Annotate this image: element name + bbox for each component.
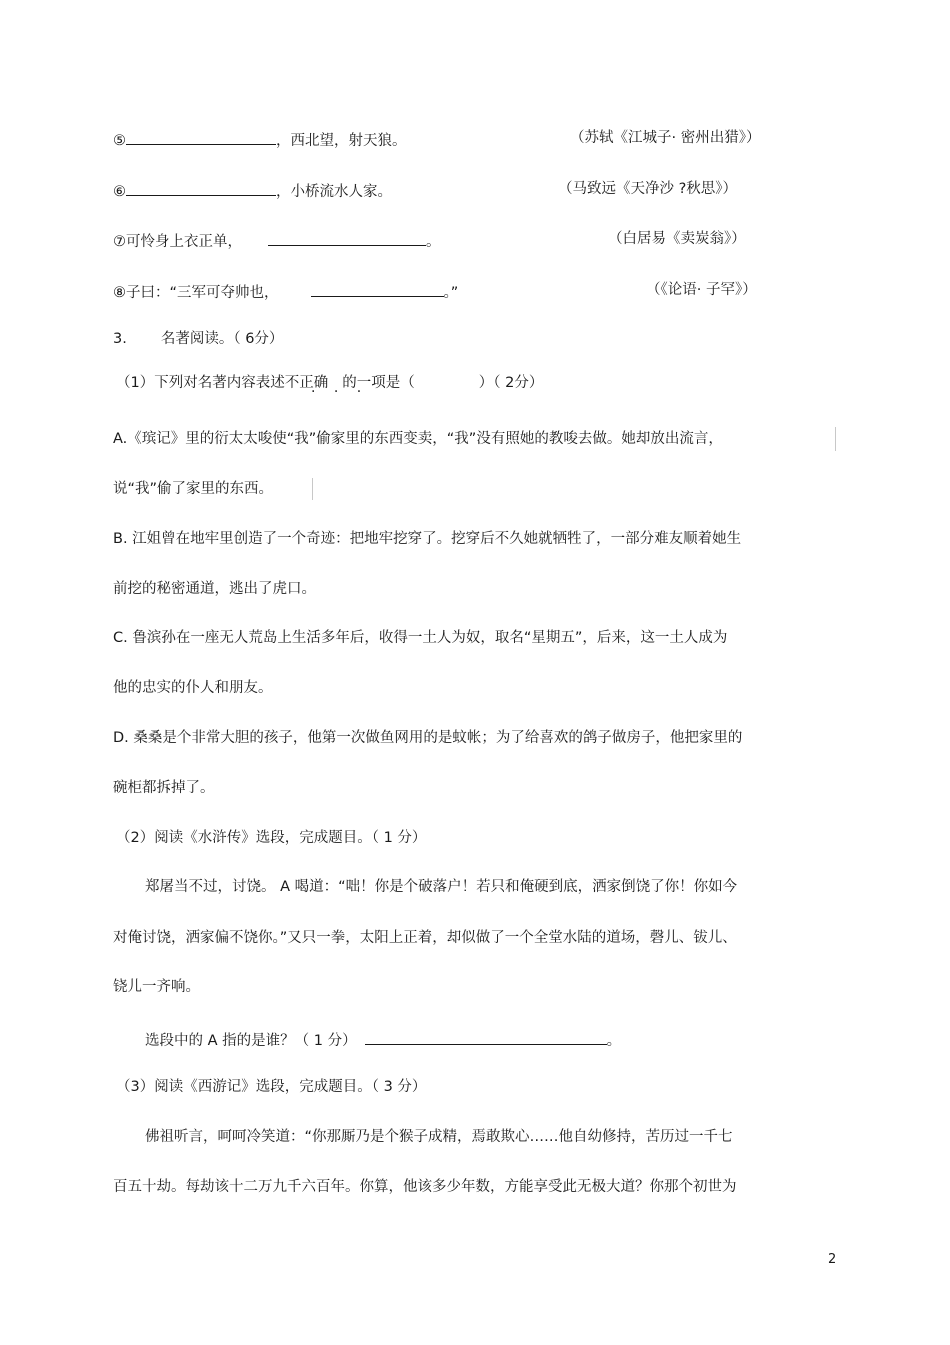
poem-source: （白居易《卖炭翁》） [608, 231, 746, 247]
question-text: 选段中的 A 指的是谁？（ 1 分） [145, 1033, 357, 1049]
poem-line-5 [113, 128, 407, 151]
poem-text: ，西北望，射天狼。 [276, 133, 407, 149]
option-c-line1: C. 鲁滨孙在一座无人荒岛上生活多年后，收得一土人为奴，取名“星期五”，后来，这一土人成为 [113, 630, 728, 646]
answer-blank[interactable] [126, 179, 276, 196]
poem-source: （苏轼《江城子· 密州出猎》） [570, 130, 761, 146]
poem-text: ，小桥流水人家。 [276, 184, 392, 200]
divider [835, 427, 836, 451]
question-number: 3. [113, 331, 127, 347]
answer-blank[interactable] [311, 280, 444, 297]
passage-shuihu-line2: 对俺讨饶，洒家偏不饶你。”又只一拳，太阳上正着，却似做了一个全堂水陆的道场，磬儿、钹儿、 [113, 930, 737, 946]
poem-number: ⑥ [113, 184, 126, 200]
passage-shuihu-line3: 铙儿一齐响。 [113, 979, 200, 995]
option-d-line2: 碗柜都拆掉了。 [113, 780, 215, 796]
poem-text: 。” [443, 285, 459, 301]
option-b-line2: 前挖的秘密通道，逃出了虎口。 [113, 581, 316, 597]
answer-blank[interactable] [365, 1028, 607, 1045]
passage-xiyou-line2: 百五十劫。每劫该十二万九千六百年。你算，他该多少年数，方能享受此无极大道？你那个初世为 [113, 1179, 737, 1195]
question-title: 名著阅读。（ 6分） [160, 331, 284, 347]
poem-text: 。 [426, 234, 441, 250]
poem-source: （《论语· 子罕》） [646, 282, 757, 298]
divider [312, 478, 313, 500]
option-d-line1: D. 桑桑是个非常大胆的孩子，他第一次做鱼网用的是蚊帐；为了给喜欢的鸽子做房子，他把家里的 [113, 730, 743, 746]
poem-text: ⑦可怜身上衣正单， [113, 234, 242, 250]
poem-line-8 [113, 280, 458, 303]
sub-question-2: （2）阅读《水浒传》选段，完成题目。（ 1 分） [116, 830, 427, 846]
poem-line-7 [113, 229, 441, 252]
emphasis-dots: · · · [311, 384, 369, 400]
option-a-line2: 说“我”偷了家里的东西。 [113, 481, 274, 497]
sub-question-3: （3）阅读《西游记》选段，完成题目。（ 3 分） [116, 1079, 427, 1095]
question-3-title [113, 329, 283, 349]
sub-question-text: （1）下列对名著内容表述不正确 [116, 375, 329, 391]
option-b-line1: B. 江姐曾在地牢里创造了一个奇迹：把地牢挖穿了。挖穿后不久她就牺牲了，一部分难友顺着她生 [113, 531, 742, 547]
question-text: 。 [606, 1033, 622, 1049]
sub-question-2-prompt [145, 1028, 621, 1051]
answer-blank[interactable] [268, 229, 426, 246]
answer-blank[interactable] [126, 128, 276, 145]
poem-line-6 [113, 179, 392, 202]
poem-number: ⑤ [113, 133, 126, 149]
poem-text: ⑧子曰：“三军可夺帅也， [113, 285, 279, 301]
option-a-line1: A.《瑸记》里的衍太太唆使“我”偷家里的东西变卖，“我”没有照她的教唆去做。她却放出流言， [113, 431, 723, 447]
passage-xiyou-line1: 佛祖听言，呵呵冷笑道：“你那厮乃是个猴子成精，焉敢欺心……他自幼修持，苦历过一千七 [145, 1129, 733, 1145]
option-c-line2: 他的忠实的仆人和朋友。 [113, 680, 273, 696]
poem-source: （马致远《天净沙 ?秋思》） [558, 181, 738, 197]
sub-question-text: 的一项是（ [342, 375, 415, 391]
points-label: ）（ 2分） [478, 375, 544, 391]
page-number: 2 [828, 1252, 837, 1267]
passage-shuihu-line1: 郑屠当不过，讨饶。 A 喝道：“咄！你是个破落户！若只和俺硬到底，洒家倒饶了你！你如今 [145, 879, 738, 895]
